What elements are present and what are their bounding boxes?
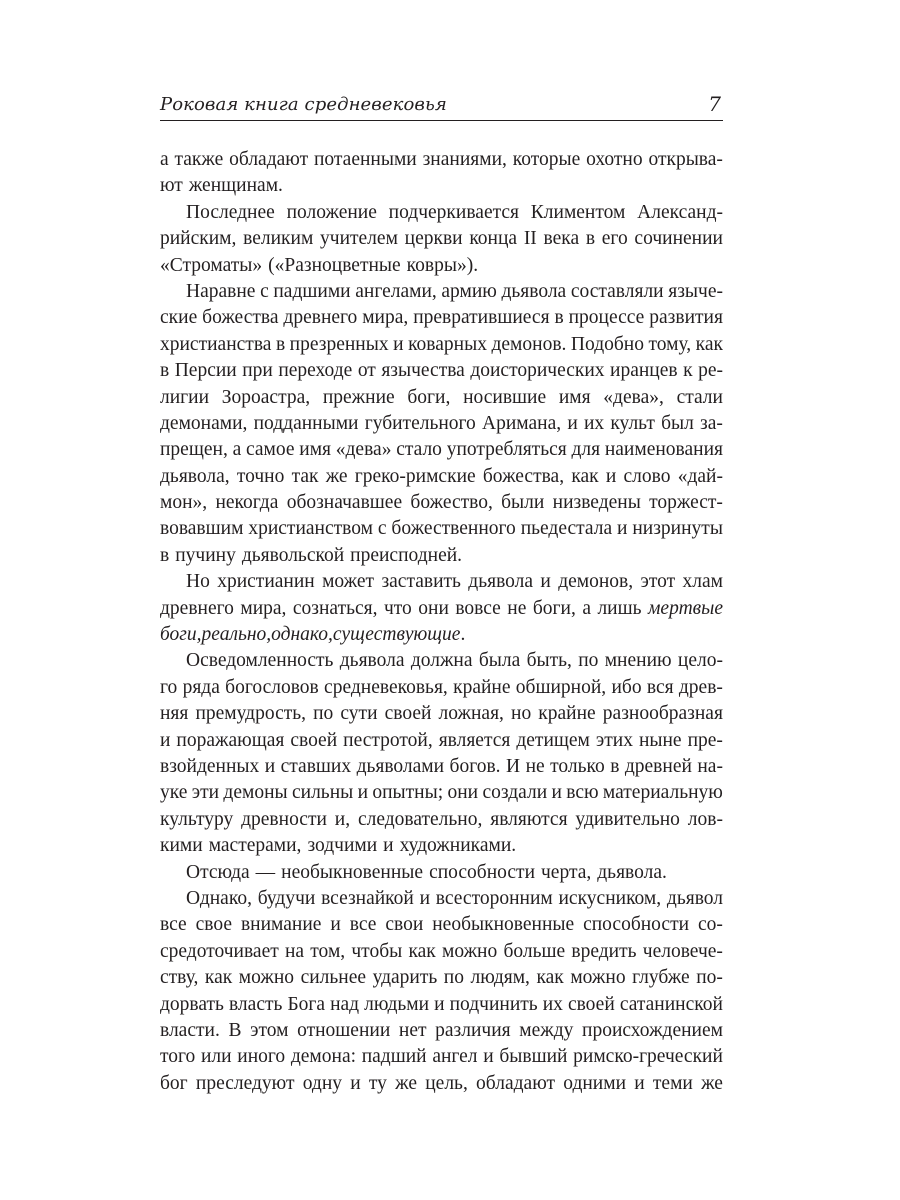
text-line: власти. В этом отношении нет различия между происхождением [160,1019,723,1041]
text-line: христианства в презренных и коварных демонов. Подобно тому, как [160,333,723,355]
text-line: демонами, подданными губительного Аримана, и их культ был за- [160,412,723,434]
text-line: того или иного демона: падший ангел и бывший римско-греческий [160,1046,723,1068]
text-line: «Строматы» («Разноцветные ковры»). [160,254,479,276]
text-line: прещен, а самое имя «дева» стало употребляться для наименования [160,439,723,461]
text-line: ские божества древнего мира, превратившиеся в процессе развития [160,307,723,329]
text-line: средоточивает на том, чтобы как можно больше вредить человече- [160,940,723,962]
text-line: мон», некогда обозначавшее божество, были низведены торжест- [160,492,723,514]
text-line: Отсюда — необыкновенные способности черта, дьявола. [186,861,667,883]
text-line: бог преследуют одну и ту же цель, обладают одними и теми же [160,1072,723,1094]
text-line: культуру древности и, следовательно, являются удивительно лов- [160,808,723,830]
text-line: боги, реально, однако, существующие. [160,624,466,646]
text-line: ству, как можно сильнее ударить по людям, как можно глубже по- [160,967,723,989]
text-line: дьявола, точно так же греко-римские божества, как и слово «дай- [160,465,723,487]
text-line: рийским, великим учителем церкви конца II века в его сочинении [160,228,723,250]
text-line: в Персии при переходе от язычества доисторических иранцев к ре- [160,360,723,382]
text-line: все свое внимание и все свои необыкновенные способности со- [160,914,723,936]
running-header [160,92,723,121]
text-line: Наравне с падшими ангелами, армию дьявола составляли языче- [186,280,723,302]
body-text [160,147,723,1097]
text-line: дорвать власть Бога над людьми и подчинить их своей сатанинской [160,993,723,1015]
text-line: го ряда богословов средневековья, крайне обширной, ибо вся древ- [160,676,723,698]
text-line: в пучину дьявольской преисподней. [160,544,463,566]
text-line: вовавшим христианством с божественного пьедестала и низринуты [160,518,723,540]
text-line: кими мастерами, зодчими и художниками. [160,835,517,857]
text-line: взойденных и ставших дьяволами богов. И не только в древней на- [160,755,723,777]
text-line: лигии Зороастра, прежние боги, носившие имя «дева», стали [160,386,723,408]
text-line: Осведомленность дьявола должна была быть, по мнению цело- [186,650,723,672]
running-title: Роковая книга средневековья [160,94,447,115]
text-line: древнего мира, сознаться, что они вовсе не боги, а лишь мертвые [160,597,723,619]
text-line: Однако, будучи всезнайкой и всесторонним искусником, дьявол [186,887,723,909]
text-line: няя премудрость, по сути своей ложная, но крайне разнообразная [160,703,723,725]
text-line: Последнее положение подчеркивается Климентом Александ- [186,201,723,223]
text-line: а также обладают потаенными знаниями, которые охотно открыва- [160,149,723,170]
page-number: 7 [708,92,721,116]
text-line: уке эти демоны сильны и опытны; они создали и всю материальную [160,782,723,804]
text-line: Но христианин может заставить дьявола и демонов, этот хлам [186,571,723,593]
text-line: и поражающая своей пестротой, является детищем этих ныне пре- [160,729,723,751]
text-line: ют женщинам. [160,175,283,197]
